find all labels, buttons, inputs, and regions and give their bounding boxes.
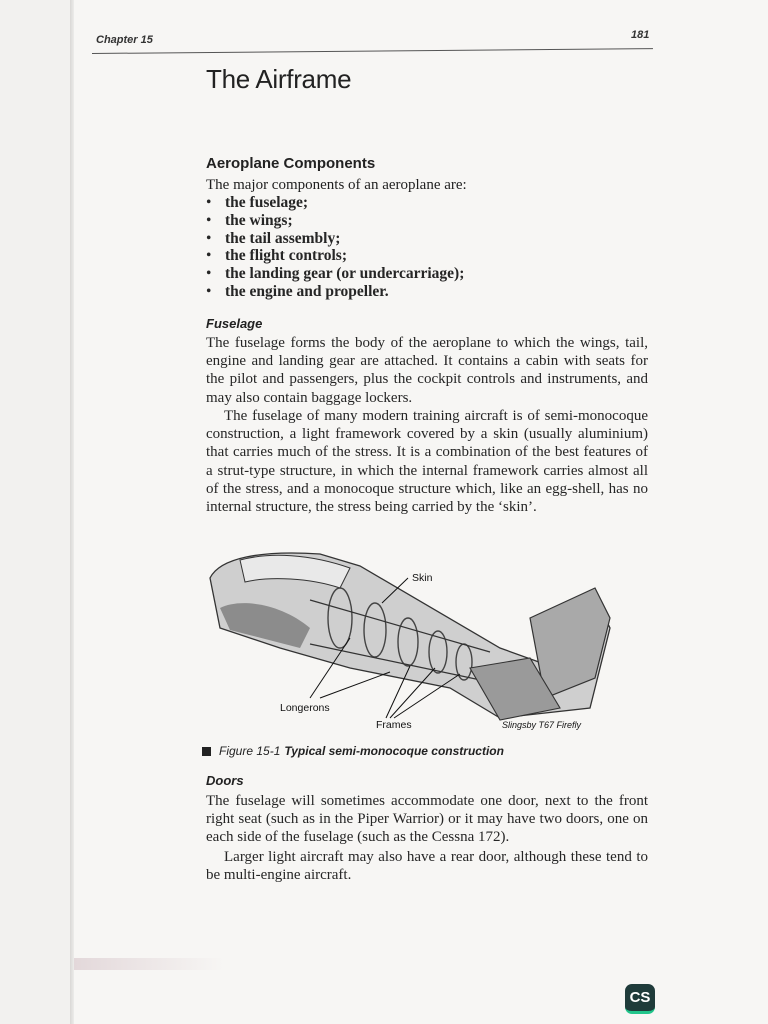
- bullet-icon: •: [206, 247, 212, 265]
- figure-caption: [202, 744, 504, 758]
- list-item: • the flight controls;: [206, 247, 347, 265]
- bullet-icon: •: [206, 194, 212, 211]
- chapter-label: Chapter 15: [96, 34, 153, 46]
- fuselage-paragraph-2: The fuselage of many modern training aircraft is of semi-monocoque construction, a light framework covered by a skin (usually aluminium) that carries much of the stress. It is a combination of the best features of a strut-type structure, in which the internal framework carries almost all of the stress, and a monocoque structure which, like an egg-shell, has no internal structure, the stress being carried by the ‘skin’.: [206, 408, 648, 516]
- list-item: • the tail assembly;: [206, 229, 341, 247]
- caption-square-icon: [202, 747, 211, 756]
- camscanner-badge: CS: [625, 984, 655, 1014]
- fuselage-figure: [200, 548, 620, 734]
- page-number: 181: [631, 29, 650, 41]
- list-item: • the engine and propeller.: [206, 282, 389, 300]
- semi-monocoque-illustration: [200, 548, 620, 734]
- components-intro: The major components of an aeroplane are:: [206, 177, 467, 193]
- doors-paragraph-1: The fuselage will sometimes accommodate one door, next to the front right seat (such as in the Piper Warrior) or it may have two doors, one on each side of the fuselage (such as the Cessna 172).: [206, 793, 648, 846]
- fuselage-paragraph-1: The fuselage forms the body of the aeroplane to which the wings, tail, engine and landing gear are attached. It contains a cabin with seats for the pilot and passengers, plus the cockpit controls and instruments, and may also contain baggage lockers.: [206, 335, 648, 406]
- bullet-icon: •: [206, 282, 212, 300]
- components-list: [206, 194, 464, 301]
- label-frames: Frames: [376, 719, 412, 731]
- bullet-icon: •: [206, 265, 212, 283]
- subheading-fuselage: Fuselage: [206, 316, 263, 331]
- label-skin: Skin: [412, 572, 433, 584]
- bullet-icon: •: [206, 229, 212, 247]
- list-item: • the landing gear (or undercarriage);: [206, 265, 465, 283]
- label-longerons: Longerons: [280, 702, 330, 714]
- list-item: • the fuselage;: [206, 194, 309, 211]
- section-heading-components: Aeroplane Components: [206, 155, 376, 172]
- figure-credit: Slingsby T67 Firefly: [502, 720, 582, 730]
- page-smudge: [74, 958, 224, 970]
- page-title: The Airframe: [206, 64, 352, 94]
- figure-number: Figure 15-1: [219, 744, 281, 758]
- list-item: • the wings;: [206, 211, 293, 229]
- doors-paragraph-2: Larger light aircraft may also have a rear door, although these tend to be multi-engine aircraft.: [206, 849, 648, 884]
- bullet-icon: •: [206, 211, 212, 229]
- subheading-doors: Doors: [206, 773, 244, 788]
- figure-title: Typical semi-monocoque construction: [284, 744, 504, 758]
